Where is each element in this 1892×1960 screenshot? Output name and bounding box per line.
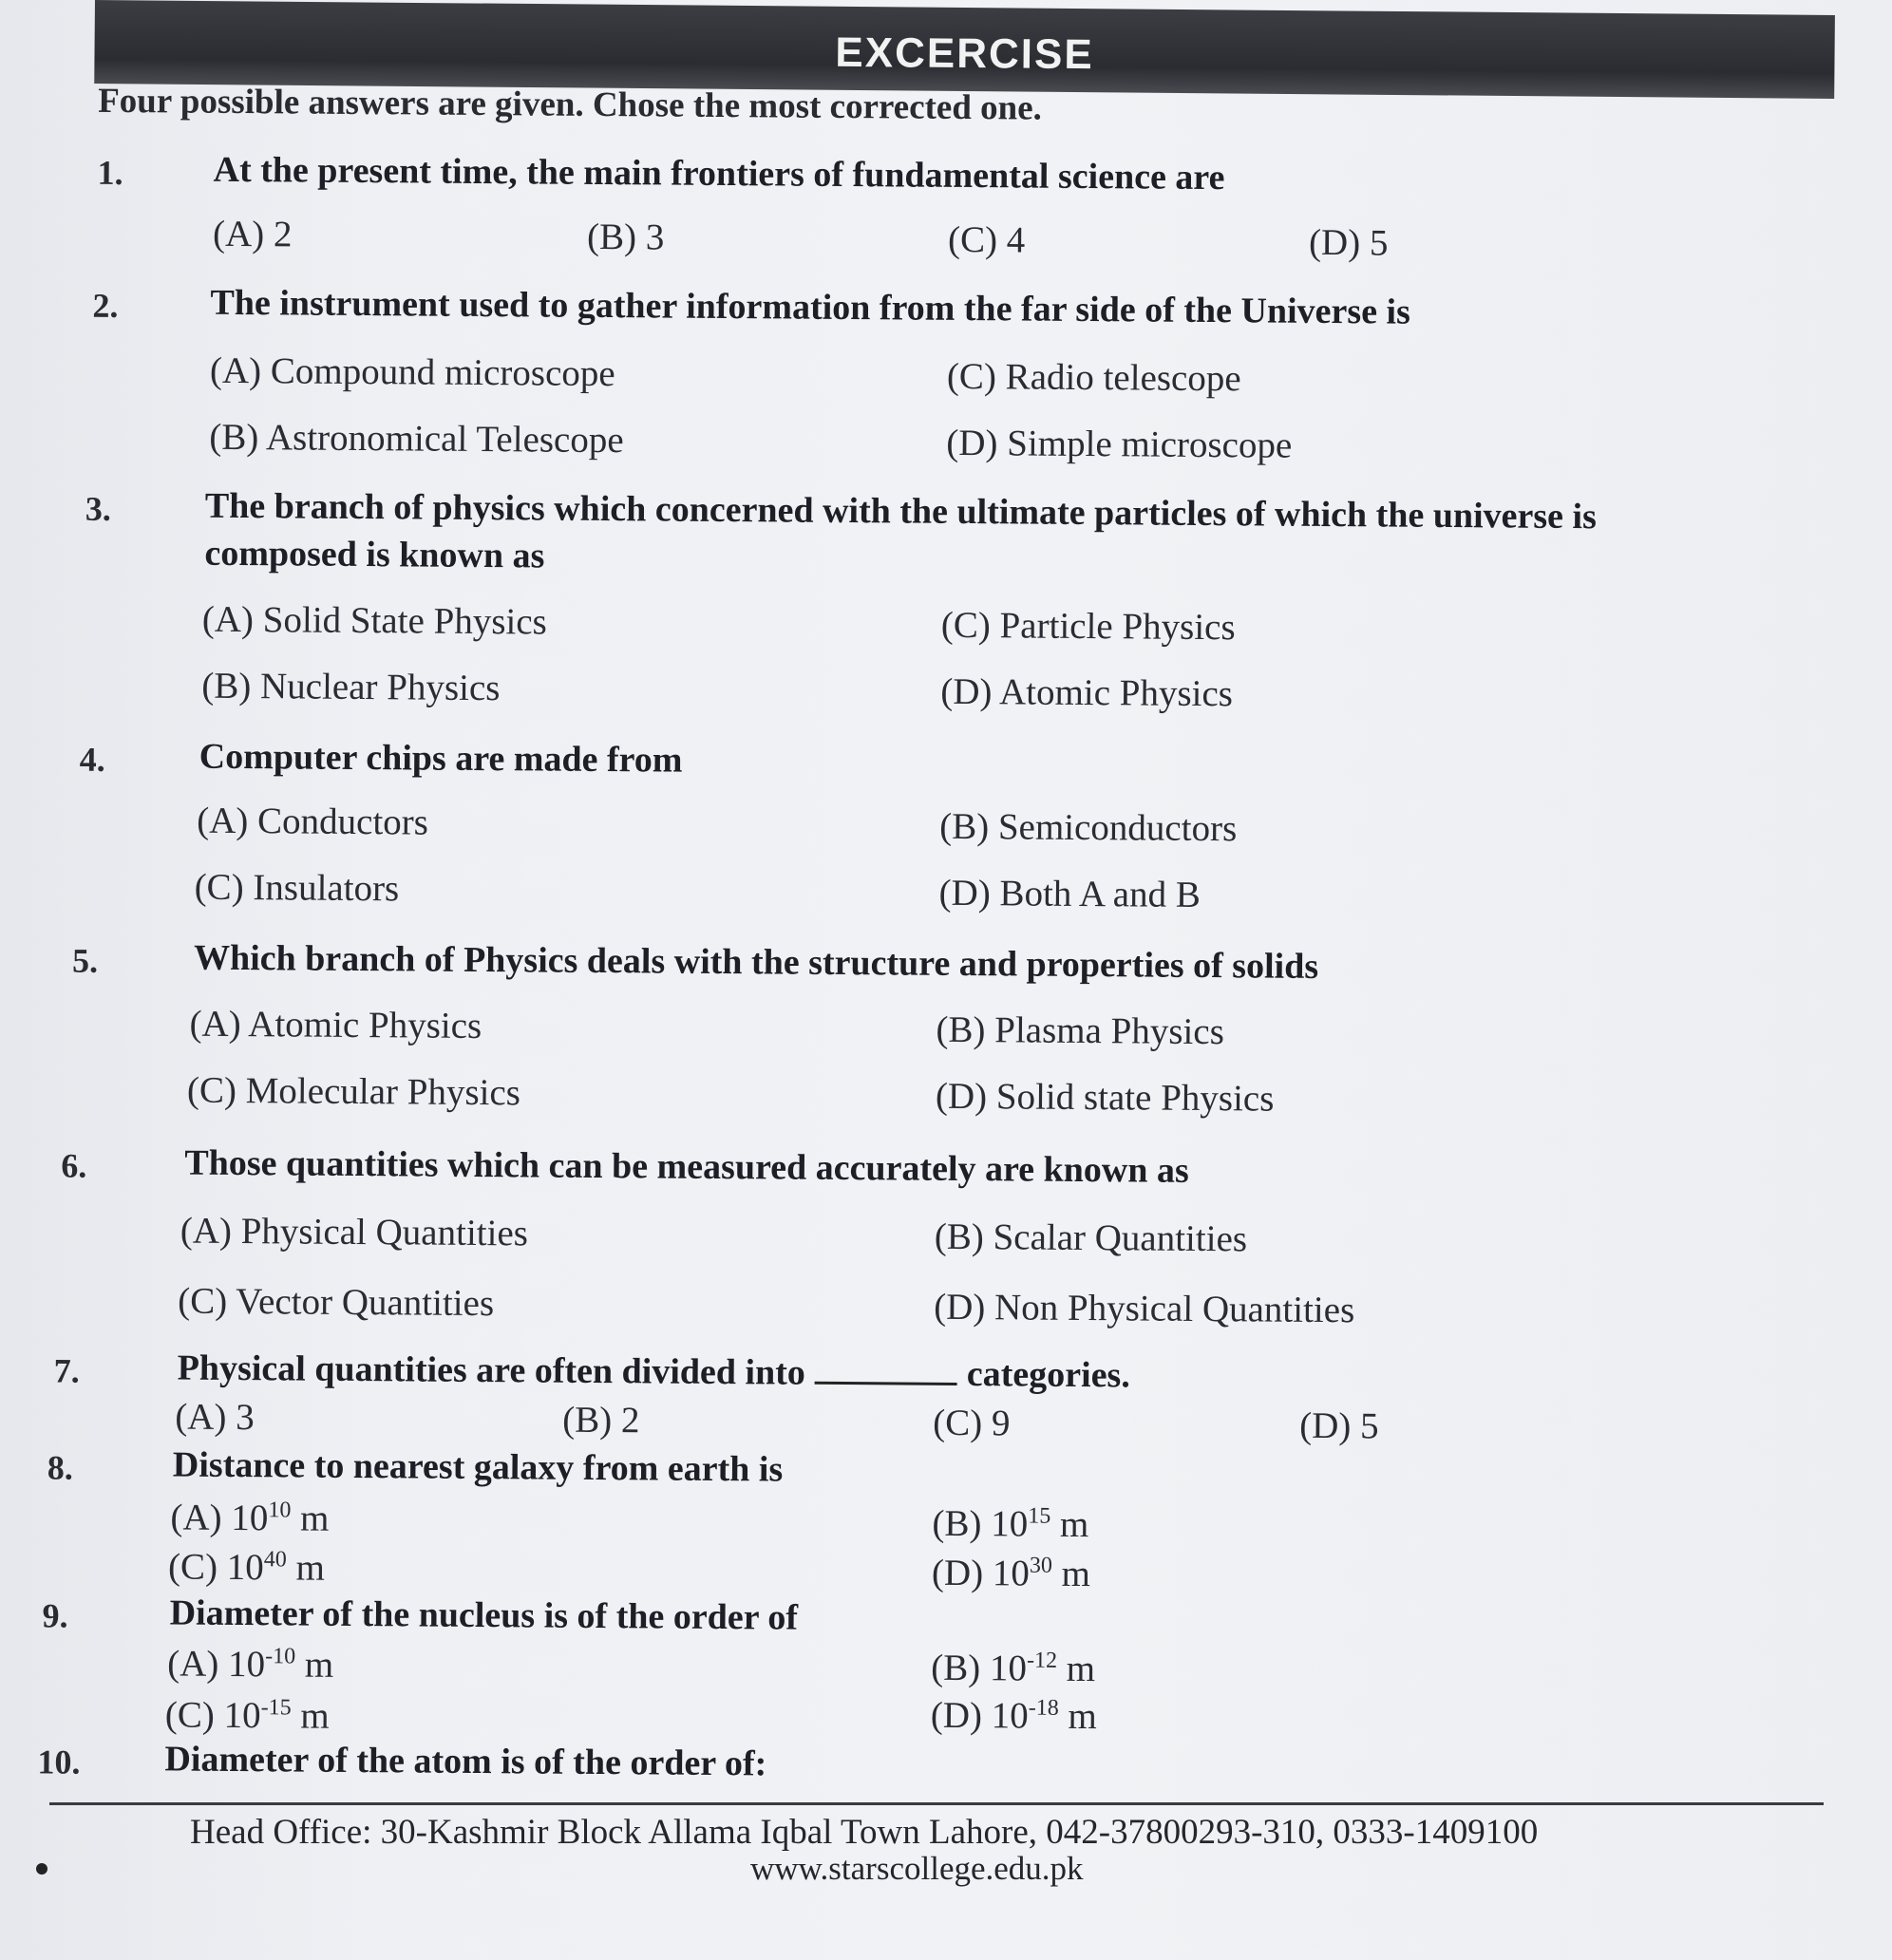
option-d: (D) 5: [1299, 1404, 1379, 1447]
option-b: (B) $10^{-12}$ m: [931, 1647, 1096, 1690]
question-text: Diameter of the atom is of the order of:: [164, 1739, 767, 1784]
option-b: (B) Nuclear Physics: [201, 665, 501, 709]
footer-website: www.starscollege.edu.pk: [750, 1850, 1084, 1887]
footer-address: Head Office: 30-Kashmir Block Allama Iqbal Town Lahore, 042-37800293-310, 0333-1409100: [190, 1813, 1539, 1852]
option-b: (B) $10^{15}$ m: [932, 1502, 1089, 1546]
option-b: (B) 2: [562, 1399, 640, 1442]
option-a: (A) 2: [212, 213, 293, 255]
option-b: (B) 3: [586, 216, 665, 258]
question-number: 9.: [42, 1596, 68, 1635]
option-a: (A) 3: [175, 1396, 255, 1439]
question-number: 4.: [79, 740, 105, 779]
option-c: (C) Insulators: [194, 866, 400, 910]
option-b: (B) Plasma Physics: [936, 1008, 1225, 1053]
option-c: (C) Particle Physics: [940, 604, 1236, 649]
question-text: Those quantities which can be measured accurately are known as: [184, 1142, 1189, 1191]
option-d: (D) Atomic Physics: [940, 670, 1234, 715]
question-text: Which branch of Physics deals with the structure and properties of solids: [193, 937, 1319, 987]
question-text-line-2: composed is known as: [204, 533, 545, 576]
page-title: EXCERCISE: [835, 28, 1094, 79]
question-text: Diameter of the nucleus is of the order of: [169, 1592, 799, 1638]
option-c: (C) $10^{-15}$ m: [164, 1694, 330, 1737]
option-c: (C) Vector Quantities: [178, 1280, 495, 1325]
question-text-line-1: The branch of physics which concerned with the ultimate particles of which the universe is: [204, 485, 1598, 537]
option-a: (A) Solid State Physics: [201, 598, 547, 643]
option-c: (C) Molecular Physics: [186, 1069, 521, 1114]
question-number: 6.: [61, 1146, 87, 1185]
instruction-text: Four possible answers are given. Chose the most corrected one.: [98, 81, 1043, 128]
question-text-after: categories.: [966, 1354, 1130, 1396]
option-a: (A) $10^{-10}$ m: [167, 1643, 334, 1686]
option-c: (C) $10^{40}$ m: [167, 1546, 326, 1589]
bullet-dot: [36, 1863, 47, 1875]
question-text: The instrument used to gather information from the far side of the Universe is: [210, 282, 1411, 332]
option-a: (A) Conductors: [197, 800, 429, 843]
option-d: (D) 5: [1308, 221, 1389, 264]
option-d: (D) Both A and B: [938, 872, 1201, 915]
option-d: (D) $10^{30}$ m: [931, 1552, 1091, 1595]
option-d: (D) Simple microscope: [946, 422, 1293, 466]
footer-divider: [49, 1802, 1824, 1805]
answer-blank: [815, 1382, 957, 1385]
option-a: (A) Compound microscope: [209, 349, 615, 395]
option-b: (B) Astronomical Telescope: [209, 416, 624, 462]
question-number: 7.: [53, 1351, 80, 1390]
question-text: At the present time, the main frontiers of fundamental science are: [213, 149, 1225, 198]
option-c: (C) 4: [947, 218, 1026, 261]
question-number: 10.: [37, 1743, 81, 1781]
option-a: (A) Physical Quantities: [180, 1210, 529, 1254]
option-d: (D) $10^{-18}$ m: [930, 1694, 1097, 1738]
question-text: Computer chips are made from: [199, 736, 683, 781]
option-c: (C) 9: [933, 1402, 1011, 1444]
question-number: 2.: [92, 286, 119, 325]
option-b: (B) Semiconductors: [939, 805, 1238, 850]
question-number: 3.: [85, 489, 111, 528]
question-text-before: Physical quantities are often divided into: [177, 1348, 806, 1393]
option-d: (D) Non Physical Quantities: [934, 1286, 1355, 1331]
question-number: 8.: [47, 1448, 74, 1487]
option-b: (B) Scalar Quantities: [934, 1216, 1248, 1260]
question-text: [177, 1345, 1130, 1400]
question-text: Distance to nearest galaxy from earth is: [172, 1444, 784, 1490]
option-c: (C) Radio telescope: [946, 355, 1241, 400]
option-a: (A) $10^{10}$ m: [170, 1497, 330, 1539]
question-number: 1.: [97, 153, 123, 193]
option-a: (A) Atomic Physics: [189, 1003, 482, 1047]
option-d: (D) Solid state Physics: [935, 1075, 1275, 1120]
question-number: 5.: [71, 941, 99, 980]
